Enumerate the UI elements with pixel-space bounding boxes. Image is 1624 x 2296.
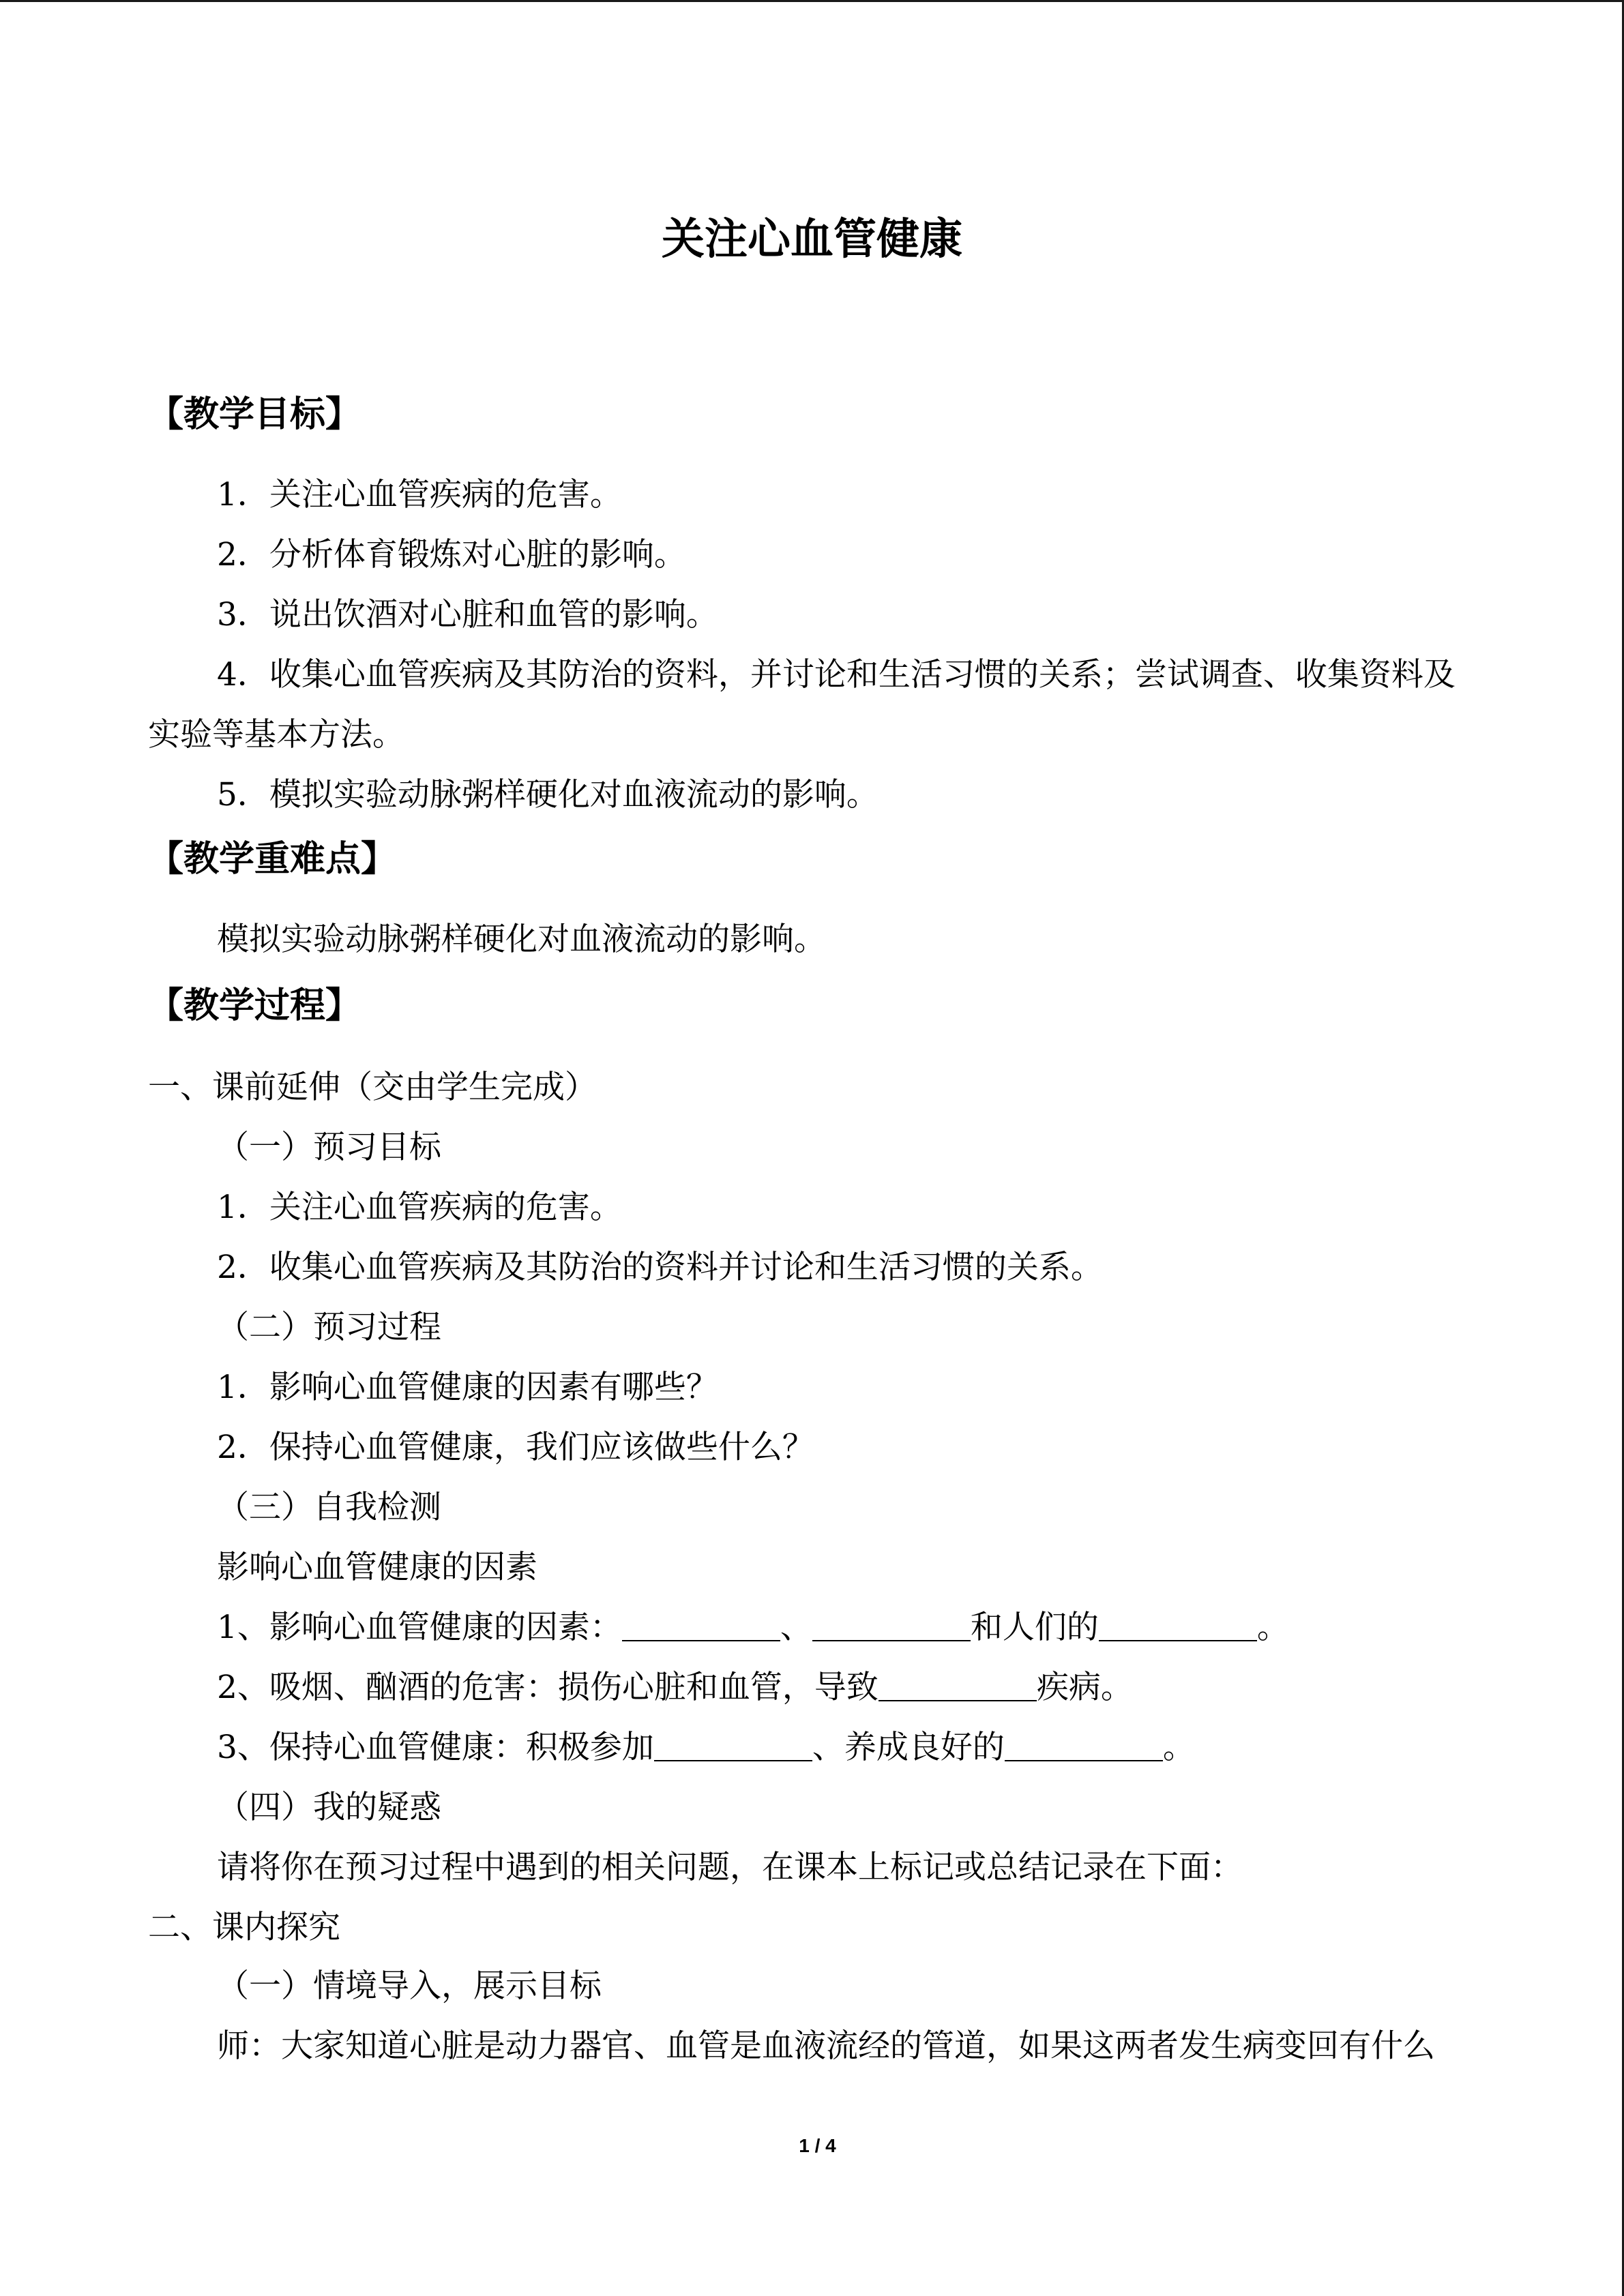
answer-blank	[879, 1673, 1037, 1701]
objective-item-1: 1．关注心血管疾病的危害。	[217, 476, 622, 513]
objective-item-5: 5．模拟实验动脉粥样硬化对血液流动的影响。	[217, 776, 879, 814]
preview-goals-title: （一）预习目标	[217, 1129, 441, 1166]
question-text: 。	[1256, 1609, 1289, 1646]
objective-item-3: 3．说出饮酒对心脏和血管的影响。	[217, 596, 718, 633]
question-text: 、	[780, 1609, 812, 1646]
key-points-heading: 【教学重难点】	[148, 839, 397, 880]
question-text: 疾病。	[1036, 1669, 1133, 1706]
answer-blank	[1099, 1613, 1257, 1641]
self-test-subtitle: 影响心血管健康的因素	[217, 1549, 537, 1586]
part1-title: 一、课前延伸（交由学生完成）	[148, 1069, 597, 1106]
objective-item-4: 4．收集心血管疾病及其防治的资料，并讨论和生活习惯的关系；尝试调查、收集资料及	[217, 656, 1456, 694]
objective-item-2: 2．分析体育锻炼对心脏的影响。	[217, 536, 686, 573]
question-text: 3、保持心血管健康：积极参加	[217, 1729, 654, 1766]
document-title: 关注心血管健康	[662, 213, 962, 264]
key-points-text: 模拟实验动脉粥样硬化对血液流动的影响。	[217, 921, 826, 958]
preview-goal-item-1: 1．关注心血管疾病的危害。	[217, 1189, 622, 1226]
question-text: 1、影响心血管健康的因素：	[217, 1609, 622, 1646]
objective-item-4-continuation: 实验等基本方法。	[148, 716, 404, 754]
answer-blank	[622, 1613, 780, 1641]
self-test-title: （三）自我检测	[217, 1489, 441, 1526]
doubts-title: （四）我的疑惑	[217, 1789, 441, 1826]
process-heading: 【教学过程】	[148, 985, 361, 1026]
question-text: 。	[1162, 1729, 1195, 1766]
intro-text: 师：大家知道心脏是动力器官、血管是血液流经的管道，如果这两者发生病变回有什么	[217, 2027, 1435, 2065]
answer-blank	[654, 1733, 812, 1761]
answer-blank	[1005, 1733, 1163, 1761]
intro-title: （一）情境导入，展示目标	[217, 1967, 602, 2005]
preview-process-item-2: 2．保持心血管健康，我们应该做些什么？	[217, 1429, 814, 1466]
preview-goal-item-2: 2．收集心血管疾病及其防治的资料并讨论和生活习惯的关系。	[217, 1249, 1103, 1286]
question-text: 2、吸烟、酗酒的危害：损伤心脏和血管，导致	[217, 1669, 879, 1706]
preview-process-title: （二）预习过程	[217, 1309, 441, 1346]
self-test-question-3	[217, 1727, 1195, 1768]
doubts-prompt: 请将你在预习过程中遇到的相关问题，在课本上标记或总结记录在下面：	[217, 1849, 1243, 1886]
question-text: 、养成良好的	[812, 1729, 1005, 1766]
answer-blank	[812, 1613, 971, 1641]
objectives-heading: 【教学目标】	[148, 394, 361, 435]
self-test-question-1	[217, 1607, 1289, 1648]
self-test-question-2	[217, 1667, 1133, 1708]
page-number: 1 / 4	[799, 2135, 836, 2156]
question-text: 和人们的	[970, 1609, 1099, 1646]
part2-title: 二、课内探究	[148, 1909, 340, 1946]
preview-process-item-1: 1．影响心血管健康的因素有哪些？	[217, 1369, 718, 1406]
